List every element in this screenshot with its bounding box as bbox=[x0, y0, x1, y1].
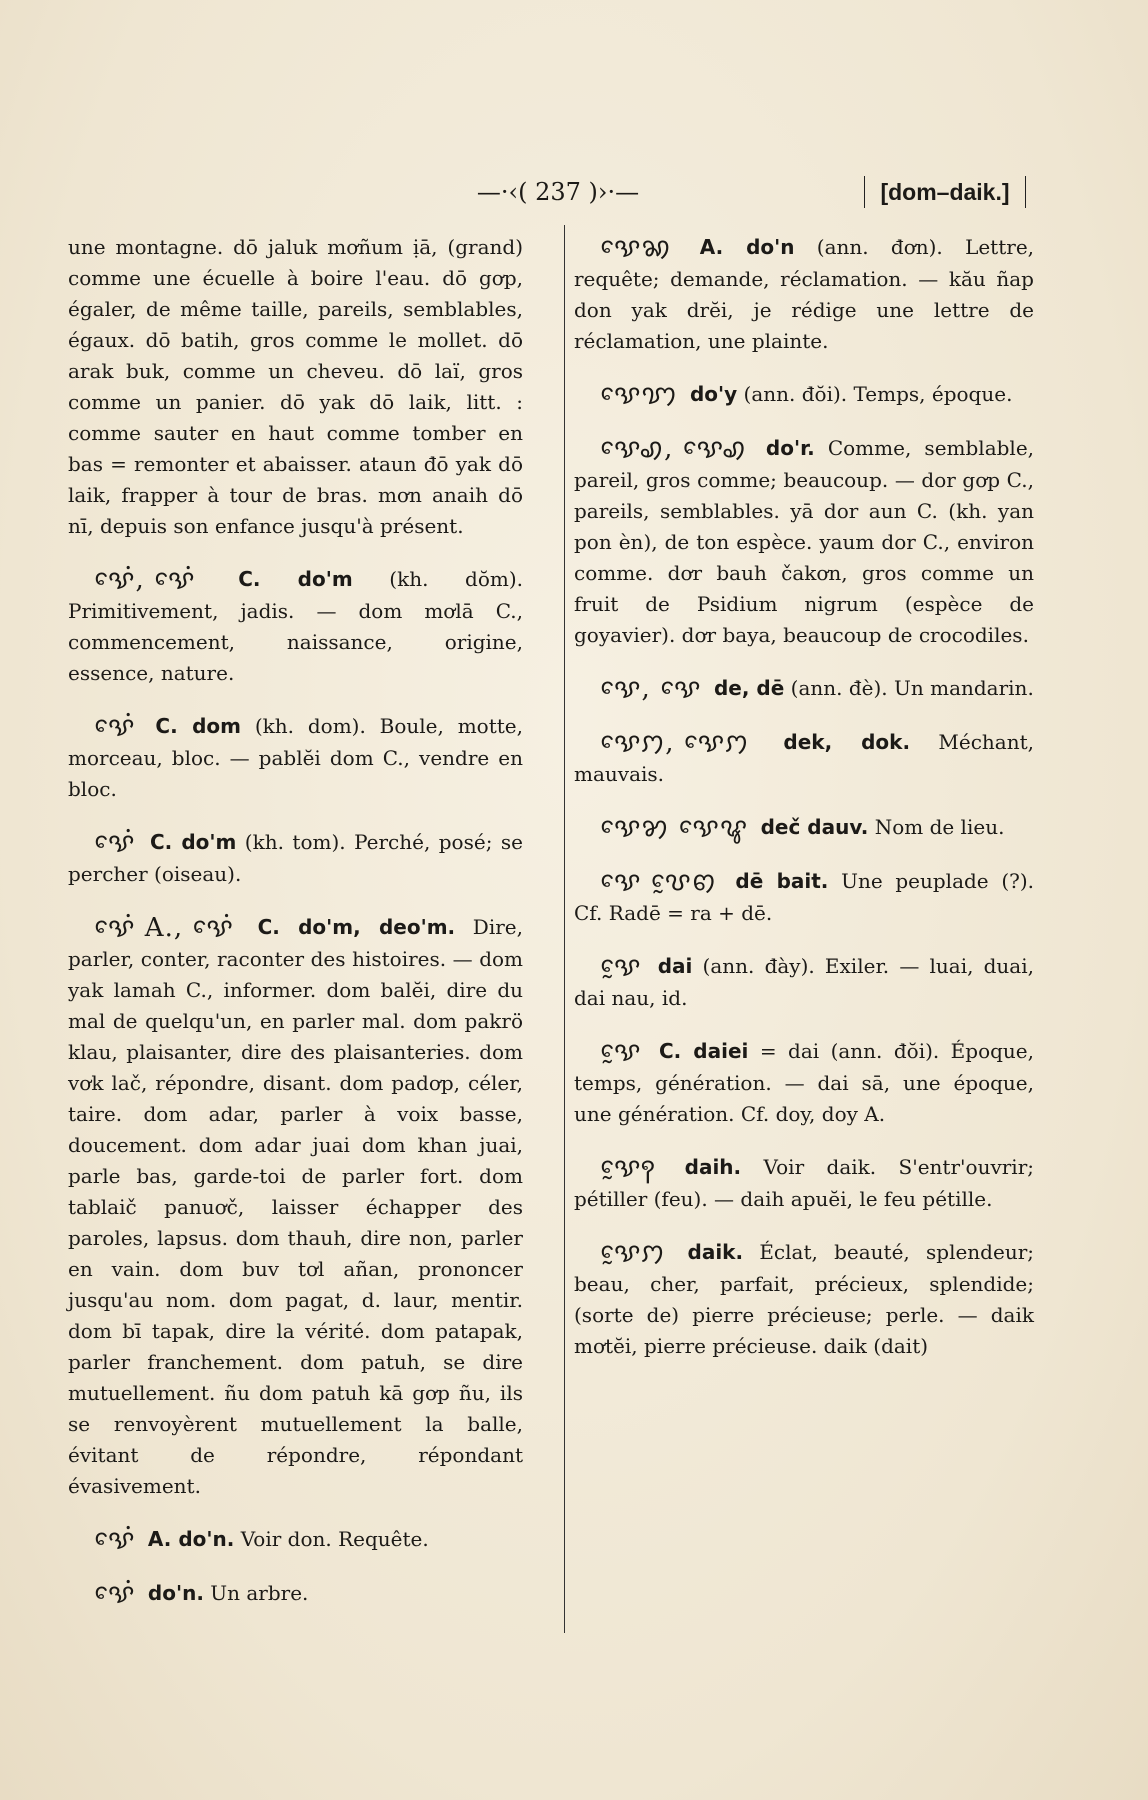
cham-script-glyphs: ꨕꨰ bbox=[600, 1037, 642, 1067]
entry-headword: C. do'm bbox=[150, 830, 237, 854]
dictionary-entry bbox=[574, 812, 1034, 844]
cham-script-glyphs: ꨕꨯꩆ bbox=[600, 233, 672, 263]
dictionary-entry bbox=[574, 379, 1034, 411]
entry-headword: dai bbox=[657, 954, 693, 978]
cham-script-glyphs: ꨕꨯꩌ A., ꨕꨯꩌ bbox=[94, 913, 234, 943]
cham-script-glyphs: ꨕꨯ ꨝꨰꩅ bbox=[600, 867, 717, 897]
dictionary-entry bbox=[574, 727, 1034, 790]
dictionary-entry bbox=[574, 866, 1034, 929]
entry-headword: do'n. bbox=[147, 1581, 204, 1605]
entry-headword: A. do'n. bbox=[147, 1527, 235, 1551]
dictionary-entry bbox=[68, 1524, 523, 1556]
cham-script-glyphs: ꨕꨯꩄ ꨕꨯꨥ bbox=[600, 813, 749, 843]
column-divider bbox=[564, 225, 565, 1633]
dictionary-entry bbox=[68, 1578, 523, 1610]
entry-headword: C. dom bbox=[155, 714, 242, 738]
entry-text: Voir daik. S'entr'ouvrir; pétiller (feu). — daih apuĕi, le feu pétille. bbox=[574, 1155, 1034, 1211]
entry-text: (ann. đày). Exiler. — luai, duai, dai nau, id. bbox=[574, 954, 1034, 1010]
entry-headword: de, dē bbox=[713, 676, 785, 700]
entry-headword: C. daiei bbox=[658, 1039, 749, 1063]
entry-headword: do'y bbox=[689, 382, 738, 406]
entry-text: Nom de lieu. bbox=[868, 815, 1005, 839]
dictionary-entry bbox=[574, 1036, 1034, 1130]
entry-text: Méchant, mauvais. bbox=[574, 730, 1035, 786]
entry-headword: dē bait. bbox=[735, 869, 829, 893]
cham-script-glyphs: ꨕꨯ, ꨕꨯ bbox=[600, 674, 702, 704]
entry-text: = dai (ann. đŏi). Époque, temps, génération. — dai sā, une époque, une génération. Cf. doy, doy A. bbox=[574, 1039, 1035, 1126]
entry-text: une montagne. dō jaluk mơñum ịā, (grand) comme une écuelle à boire l'eau. dō gơp, égaler, de même taille, pareils, semblables, égaux. dō batih, gros comme le mollet. dō arak buk, comme un cheveu. dō laï, gros comme un panier. dō yak dō laik, litt. : comme sauter en haut comme tomber en bas = remonter et abaisser. ataun đō yak dō laik, frapper à tour de bras. mơn anaih dō nī, depuis son enfance jusqu'à présent. bbox=[68, 235, 523, 538]
cham-script-glyphs: ꨕꨯꩌ bbox=[94, 712, 136, 742]
dictionary-entry bbox=[574, 1152, 1034, 1215]
entry-headword: A. do'n bbox=[699, 235, 795, 259]
entry-text: Un arbre. bbox=[203, 1581, 309, 1605]
dictionary-entry bbox=[574, 433, 1034, 651]
cham-script-glyphs: ꨕꨯꩌ bbox=[94, 1525, 136, 1555]
entry-text: Voir don. Requête. bbox=[234, 1527, 429, 1551]
running-head: [dom–daik.] bbox=[864, 176, 1026, 208]
dictionary-entry bbox=[68, 564, 523, 689]
entry-text: Une peuplade (?). Cf. Radē = ra + dē. bbox=[574, 869, 1035, 925]
cham-script-glyphs: ꨕꨯꩌ bbox=[94, 828, 136, 858]
cham-script-glyphs: ꨕꨯꩌ bbox=[94, 1579, 136, 1609]
dictionary-entry bbox=[68, 827, 523, 890]
entry-headword: daih. bbox=[684, 1155, 742, 1179]
page-header bbox=[0, 178, 1148, 222]
entry-headword: C. do'm, deo'm. bbox=[257, 915, 456, 939]
cham-script-glyphs: ꨕꨰ bbox=[600, 952, 642, 982]
dictionary-entry bbox=[68, 912, 523, 1502]
dictionary-entry bbox=[68, 232, 523, 542]
cham-script-glyphs: ꨕꨰꩀ bbox=[600, 1238, 666, 1268]
entry-text: (kh. dŏm). Primitivement, jadis. — dom mơlā C., commencement, naissance, origine, essence, nature. bbox=[68, 567, 524, 685]
entry-text: (kh. dom). Boule, motte, morceau, bloc. — pablĕi dom C., vendre en bloc. bbox=[68, 714, 523, 801]
entry-text: (ann. đè). Un mandarin. bbox=[784, 676, 1034, 700]
cham-script-glyphs: ꨕꨯꩉ, ꨕꨯꩉ bbox=[600, 434, 747, 464]
dictionary-entry bbox=[68, 711, 523, 805]
page-number: —·‹( 237 )›·— bbox=[476, 178, 640, 206]
entry-text: (ann. đơn). Lettre, requête; demande, réclamation. — kău ñap don yak drĕi, je rédige une lettre de réclamation, une plainte. bbox=[574, 235, 1035, 353]
entry-text: (ann. đŏi). Temps, époque. bbox=[737, 382, 1013, 406]
right-column bbox=[574, 232, 1034, 1384]
dictionary-entry bbox=[574, 673, 1034, 705]
cham-script-glyphs: ꨕꨰꩍ bbox=[600, 1153, 657, 1183]
dictionary-entry bbox=[574, 951, 1034, 1014]
cham-script-glyphs: ꨕꨯꩌ, ꨕꨯꩌ bbox=[94, 565, 196, 595]
entry-text: Dire, parler, conter, raconter des histoires. — dom yak lamah C., informer. dom balĕi, dire du mal de quelqu'un, en parler mal. dom pakrö klau, plaisanter, dire des plaisanteries. dom vơk lač, répondre, disant. dom padơp, céler, taire. dom adar, parler à voix basse, doucement. dom adar juai dom khan juai, parle bas, garde-toi de parler fort. dom tablaič panuơč, laisser échapper des paroles, lapsus. dom thauh, dire non, parler en vain. dom buv tơl añan, prononcer jusqu'au nom. dom pagat, d. laur, mentir. dom bī tapak, dire la vérité. dom patapak, parler franchement. dom patuh, se dire mutuellement. ñu dom patuh kā gơp ñu, ils se renvoyèrent mutuellement la balle, évitant de répondre, répondant évasivement. bbox=[68, 915, 523, 1498]
entry-headword: dek, dok. bbox=[783, 730, 911, 754]
dictionary-entry bbox=[574, 232, 1034, 357]
entry-text: Comme, semblable, pareil, gros comme; beaucoup. — dor gơp C., pareils, semblables. yā dor aun C. (kh. yan pon èn), de ton espèce. yaum dor C., environ comme. dơr bauh čakơn, gros comme un fruit de Psidium nigrum (espèce de goyavier). dơr baya, beaucoup de crocodiles. bbox=[574, 436, 1035, 647]
entry-headword: deč dauv. bbox=[760, 815, 869, 839]
cham-script-glyphs: ꨕꨯꩈ bbox=[600, 380, 678, 410]
entry-headword: do'r. bbox=[765, 436, 815, 460]
entry-text: (kh. tom). Perché, posé; se percher (oiseau). bbox=[68, 830, 523, 886]
dictionary-entry bbox=[574, 1237, 1034, 1362]
entry-text: Éclat, beauté, splendeur; beau, cher, parfait, précieux, splendide; (sorte de) pierre précieuse; perle. — daik mơtĕi, pierre précieuse. daik (dait) bbox=[574, 1240, 1035, 1358]
left-column bbox=[68, 232, 523, 1632]
entry-headword: daik. bbox=[687, 1240, 744, 1264]
entry-headword: C. do'm bbox=[238, 567, 353, 591]
cham-script-glyphs: ꨕꨯꩀ, ꨕꨯꩀ bbox=[600, 728, 750, 758]
